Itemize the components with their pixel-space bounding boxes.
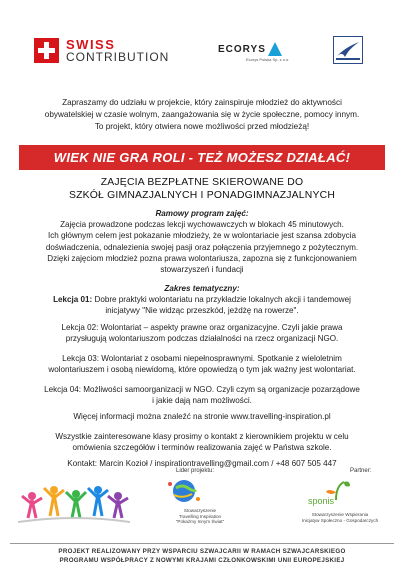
travelling-inspiration-logo: [160, 476, 208, 506]
intro-line: Zapraszamy do udziału w projekcie, który zainspiruje młodzież do aktywności: [62, 98, 342, 107]
intro-line: obywatelskiej w czasie wolnym, zaangażowania się w życie społeczne, pomocy innym.: [44, 110, 360, 119]
more-info: [14, 411, 390, 422]
ecorys-logo-subtext: Ecorys Polska Sp. z o.o.: [246, 57, 290, 62]
sponis-line: Stowarzyszenie Wspierania: [311, 512, 369, 517]
program-title: Ramowy program zajęć:: [155, 209, 249, 218]
contact-details-text: Kontakt: Marcin Kozioł / inspirationtravelling@gmail.com / +48 607 505 447: [67, 459, 337, 468]
lider-description: [155, 508, 245, 525]
lider-line: "Pokażmy Innym Świat": [175, 519, 225, 525]
swiss-logo-line2: CONTRIBUTION: [66, 49, 170, 64]
lider-line: Travelling Inspiration: [178, 513, 222, 519]
people-illustration: [18, 478, 130, 528]
lesson-02: [14, 322, 390, 344]
contact-section: [14, 431, 390, 453]
topics-title: Zakres tematyczny:: [164, 284, 240, 293]
partner-logos: [0, 468, 404, 538]
swiss-contribution-logo: [34, 38, 169, 63]
footer: [10, 543, 394, 565]
lider-label: Lider projektu:: [176, 468, 215, 474]
intro-text: [0, 97, 404, 133]
lesson-02-line2: przysługują wolontariuszom podczas działalności na rzecz organizacji NGO.: [65, 334, 339, 344]
lesson-01-line2: inicjatywy "Nie widząc przeszkód, jeżdżę na rowerze".: [105, 306, 299, 316]
program-section: [14, 208, 390, 275]
heading-line: ZAJĘCIA BEZPŁATNE SKIEROWANE DO: [100, 177, 304, 188]
swiss-logo-line1: SWISS: [66, 36, 116, 52]
lesson-04-line2: i jakie dają nam możliwości.: [152, 396, 252, 406]
lesson-01-label: Lekcja 01:: [53, 295, 93, 305]
lesson-01: [14, 294, 390, 305]
lesson-03-line1: Lekcja 03: Wolontariat z osobami niepełnosprawnymi. Spotkanie z wieloletnim: [62, 354, 342, 363]
top-logos: [0, 28, 404, 76]
sponis-line: Inicjatyw Społeczno - Gospodarczych: [301, 517, 379, 523]
lesson-03-line2: wolontariuszem i osobą niewidomą, które opowiedzą o tym jak ważny jest wolontariat.: [48, 365, 356, 375]
contact-line: omówienia szczegółów i terminów realizowania zajęć w Państwa szkole.: [72, 443, 332, 453]
lesson-03: [14, 353, 390, 375]
footer-line: PROGRAMU WSPÓŁPRACY Z NOWYMI KRAJAMI CZŁONKOWSKIMI UNII EUROPEJSKIEJ: [59, 556, 345, 564]
ecorys-logo-text: ECORYS: [218, 43, 266, 55]
sponis-description: [290, 512, 390, 523]
slogan-banner: [19, 145, 385, 170]
program-line: stowarzyszeń i fundacji: [160, 265, 244, 275]
contact-line: Wszystkie zainteresowane klasy prosimy o kontakt z kierownikiem projektu w celu: [55, 432, 349, 441]
sponis-logo-text: sponis: [308, 496, 335, 506]
ecorys-triangle-icon: [268, 42, 282, 56]
lider-line: Stowarzyszenie: [183, 508, 217, 513]
intro-line: To projekt, który otwiera nowe możliwości przed młodzieżą!: [94, 122, 310, 131]
lesson-04-line1: Lekcja 04: Możliwości samoorganizacji w NGO. Czyli czym są organizacje pozarządowe: [44, 385, 360, 394]
ecorys-logo: [218, 42, 290, 62]
bird-icon: [334, 37, 362, 63]
lesson-02-line1: Lekcja 02: Wolontariat – aspekty prawne oraz organizacyjne. Czyli jakie prawa: [61, 323, 343, 332]
slogan-text: WIEK NIE GRA ROLI - TEŻ MOŻESZ DZIAŁAĆ!: [53, 150, 351, 165]
program-line: Ich głównym celem jest pokazanie młodzieży, że w wolontariacie jest szansa zdobycia: [47, 231, 356, 241]
program-line: doświadczenia, odnalezienia swojej pasji oraz połączenia przyjemnego z pożytecznym.: [45, 242, 359, 252]
topics-section: [14, 283, 390, 317]
main-heading: [0, 176, 404, 202]
bird-logo: [333, 36, 363, 64]
more-info-text: Więcej informacji można znaleźć na stronie www.travelling-inspiration.pl: [73, 412, 331, 421]
footer-line: PROJEKT REALIZOWANY PRZY WSPARCIU SZWAJCARII W RAMACH SZWAJCARSKIEGO: [58, 548, 346, 555]
heading-line: SZKÓŁ GIMNAZJALNYCH I PONADGIMNAZJALNYCH: [68, 190, 336, 201]
sponis-logo: [306, 478, 370, 506]
lesson-04: [14, 384, 390, 406]
program-line: Zajęcia prowadzone podczas lekcji wychowawczych w blokach 45 minutowych.: [60, 220, 344, 230]
partner-label: Partner:: [350, 468, 372, 474]
program-line: Dzięki zajęciom młodzież pozna prawa wolontariusza, zapozna się z funkcjonowaniem: [47, 253, 357, 263]
lesson-01-text: Dobre praktyki wolontariatu na przykładzie lokalnych akcji i tandemowej: [92, 295, 351, 305]
swiss-cross-icon: [34, 38, 59, 63]
